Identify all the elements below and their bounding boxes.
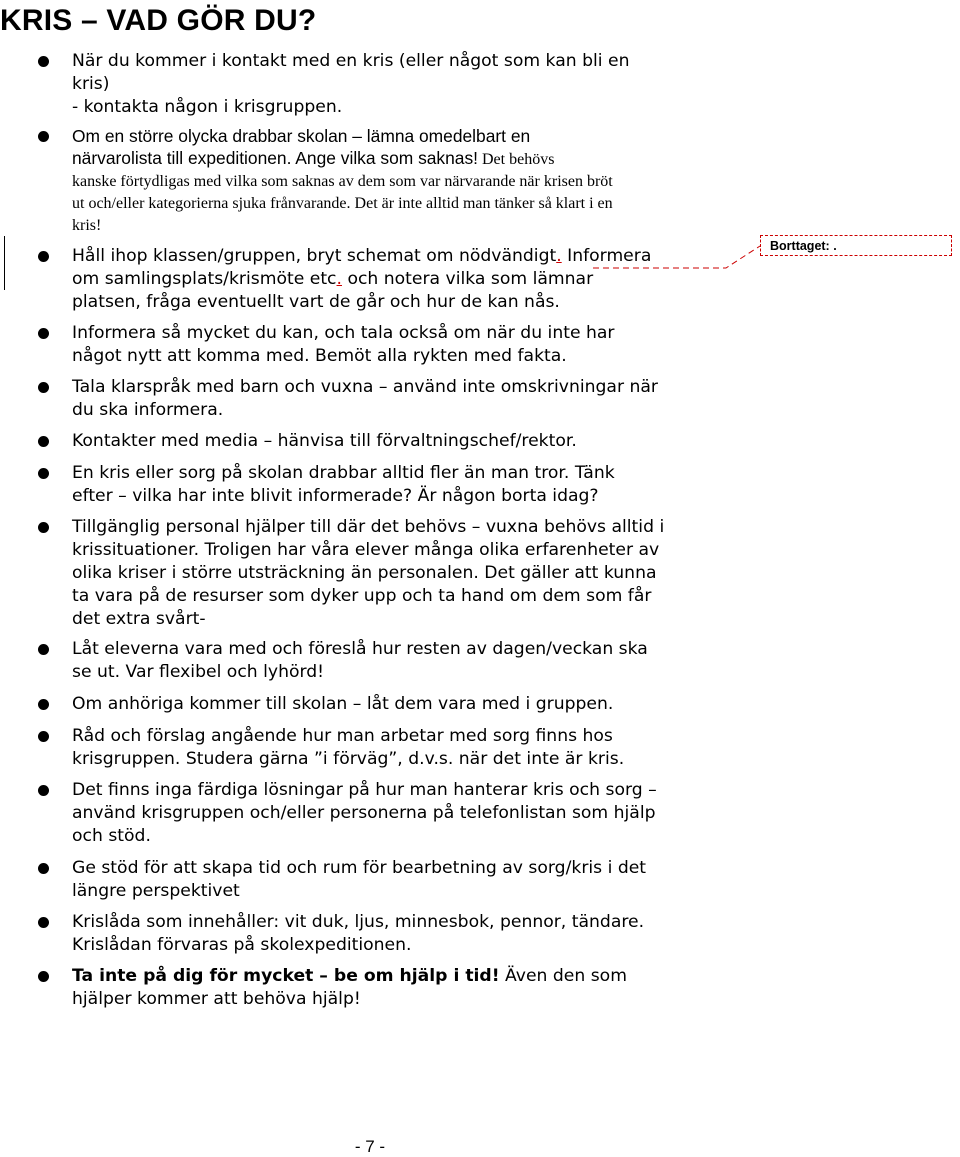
list-item — [72, 693, 742, 716]
list-item — [72, 376, 742, 422]
list-item — [72, 322, 742, 368]
list-item — [72, 462, 742, 508]
text-line: Håll ihop klassen/gruppen, bryt schemat om nödvändigt — [72, 246, 557, 266]
text-line: något nytt att komma med. Bemöt alla rykten med fakta. — [72, 346, 567, 366]
text-line: Råd och förslag angående hur man arbetar med sorg finns hos — [72, 726, 613, 746]
text-line: Krislåda som innehåller: vit duk, ljus, minnesbok, pennor, tändare. — [72, 912, 645, 932]
list-item — [72, 638, 742, 684]
page-number: - 7 - — [354, 1137, 386, 1156]
text-line: krissituationer. Troligen har våra elever många olika erfarenheter av — [72, 540, 660, 560]
list-item — [72, 911, 742, 957]
text-line: och stöd. — [72, 826, 151, 846]
text-line: Det finns inga färdiga lösningar på hur man hanterar kris och sorg – — [72, 780, 657, 800]
text-line: och notera vilka som lämnar — [341, 269, 594, 289]
revision-balloon[interactable]: Borttaget: . — [760, 235, 952, 256]
inserted-text: kanske förtydligas med vilka som saknas av dem som var närvarande när krisen bröt — [72, 173, 613, 190]
text-line: Informera — [561, 246, 652, 266]
text-line: - kontakta någon i krisgruppen. — [72, 97, 343, 117]
text-line: olika kriser i större utsträckning än personalen. Det gäller att kunna — [72, 563, 657, 583]
text-line: om samlingsplats/krismöte etc — [72, 269, 337, 289]
text-line: Tillgänglig personal hjälper till där det behövs – vuxna behövs alltid i — [72, 517, 665, 537]
text-line: Ge stöd för att skapa tid och rum för bearbetning av sorg/kris i det — [72, 858, 647, 878]
text-line: det extra svårt- — [72, 609, 206, 629]
text-line: En kris eller sorg på skolan drabbar alltid fler än man tror. Tänk — [72, 463, 615, 483]
revision-mark: . — [556, 246, 562, 266]
text-line: närvarolista till expeditionen. Ange vilka som saknas! — [72, 148, 478, 168]
list-item — [72, 725, 742, 771]
revision-mark: . — [336, 269, 342, 289]
bullet-icon — [38, 522, 49, 533]
text-line: Även den som — [499, 966, 627, 986]
emphasis-text: Ta inte på dig för mycket – be om hjälp i tid! — [72, 966, 500, 986]
text-line: Krislådan förvaras på skolexpeditionen. — [72, 935, 412, 955]
text-line: du ska informera. — [72, 400, 224, 420]
inserted-text: ut och/eller kategorierna sjuka frånvarande. Det är inte alltid man tänker så klart i en — [72, 195, 613, 212]
list-item — [72, 965, 742, 1011]
text-line: kris) — [72, 74, 110, 94]
bullet-icon — [38, 644, 49, 655]
text-line: Om anhöriga kommer till skolan – låt dem vara med i gruppen. — [72, 694, 614, 714]
bullet-icon — [38, 917, 49, 928]
text-line: När du kommer i kontakt med en kris (eller något som kan bli en — [72, 51, 630, 71]
bullet-icon — [38, 863, 49, 874]
text-line: använd krisgruppen och/eller personerna på telefonlistan som hjälp — [72, 803, 656, 823]
text-line: Informera så mycket du kan, och tala också om när du inte har — [72, 323, 615, 343]
bullet-icon — [38, 382, 49, 393]
text-line: Kontakter med media – hänvisa till förvaltningschef/rektor. — [72, 431, 577, 451]
bullet-icon — [38, 731, 49, 742]
inserted-text: kris! — [72, 217, 102, 234]
page-title: KRIS – VAD GÖR DU? — [0, 4, 317, 37]
list-item — [72, 516, 742, 631]
text-line: ta vara på de resurser som dyker upp och ta hand om dem som får — [72, 586, 652, 606]
connector-line — [593, 246, 760, 268]
list-item — [72, 857, 742, 903]
text-line: Om en större olycka drabbar skolan – lämna omedelbart en — [72, 126, 531, 146]
text-line: Låt eleverna vara med och föreslå hur resten av dagen/veckan ska — [72, 639, 648, 659]
bullet-icon — [38, 699, 49, 710]
text-line: Tala klarspråk med barn och vuxna – använd inte omskrivningar när — [72, 377, 658, 397]
text-line: hjälper kommer att behöva hjälp! — [72, 989, 361, 1009]
inserted-text: Det behövs — [478, 151, 555, 168]
bullet-icon — [38, 328, 49, 339]
text-line: platsen, fråga eventuellt vart de går och hur de kan nås. — [72, 292, 560, 312]
bullet-icon — [38, 436, 49, 447]
bullet-icon — [38, 971, 49, 982]
text-line: se ut. Var flexibel och lyhörd! — [72, 662, 325, 682]
text-line: efter – vilka har inte blivit informerade? Är någon borta idag? — [72, 486, 599, 506]
bullet-icon — [38, 785, 49, 796]
bullet-icon — [38, 468, 49, 479]
list-item — [72, 430, 742, 453]
text-line: längre perspektivet — [72, 881, 240, 901]
text-line: krisgruppen. Studera gärna ”i förväg”, d.v.s. när det inte är kris. — [72, 749, 625, 769]
list-item — [72, 779, 742, 848]
